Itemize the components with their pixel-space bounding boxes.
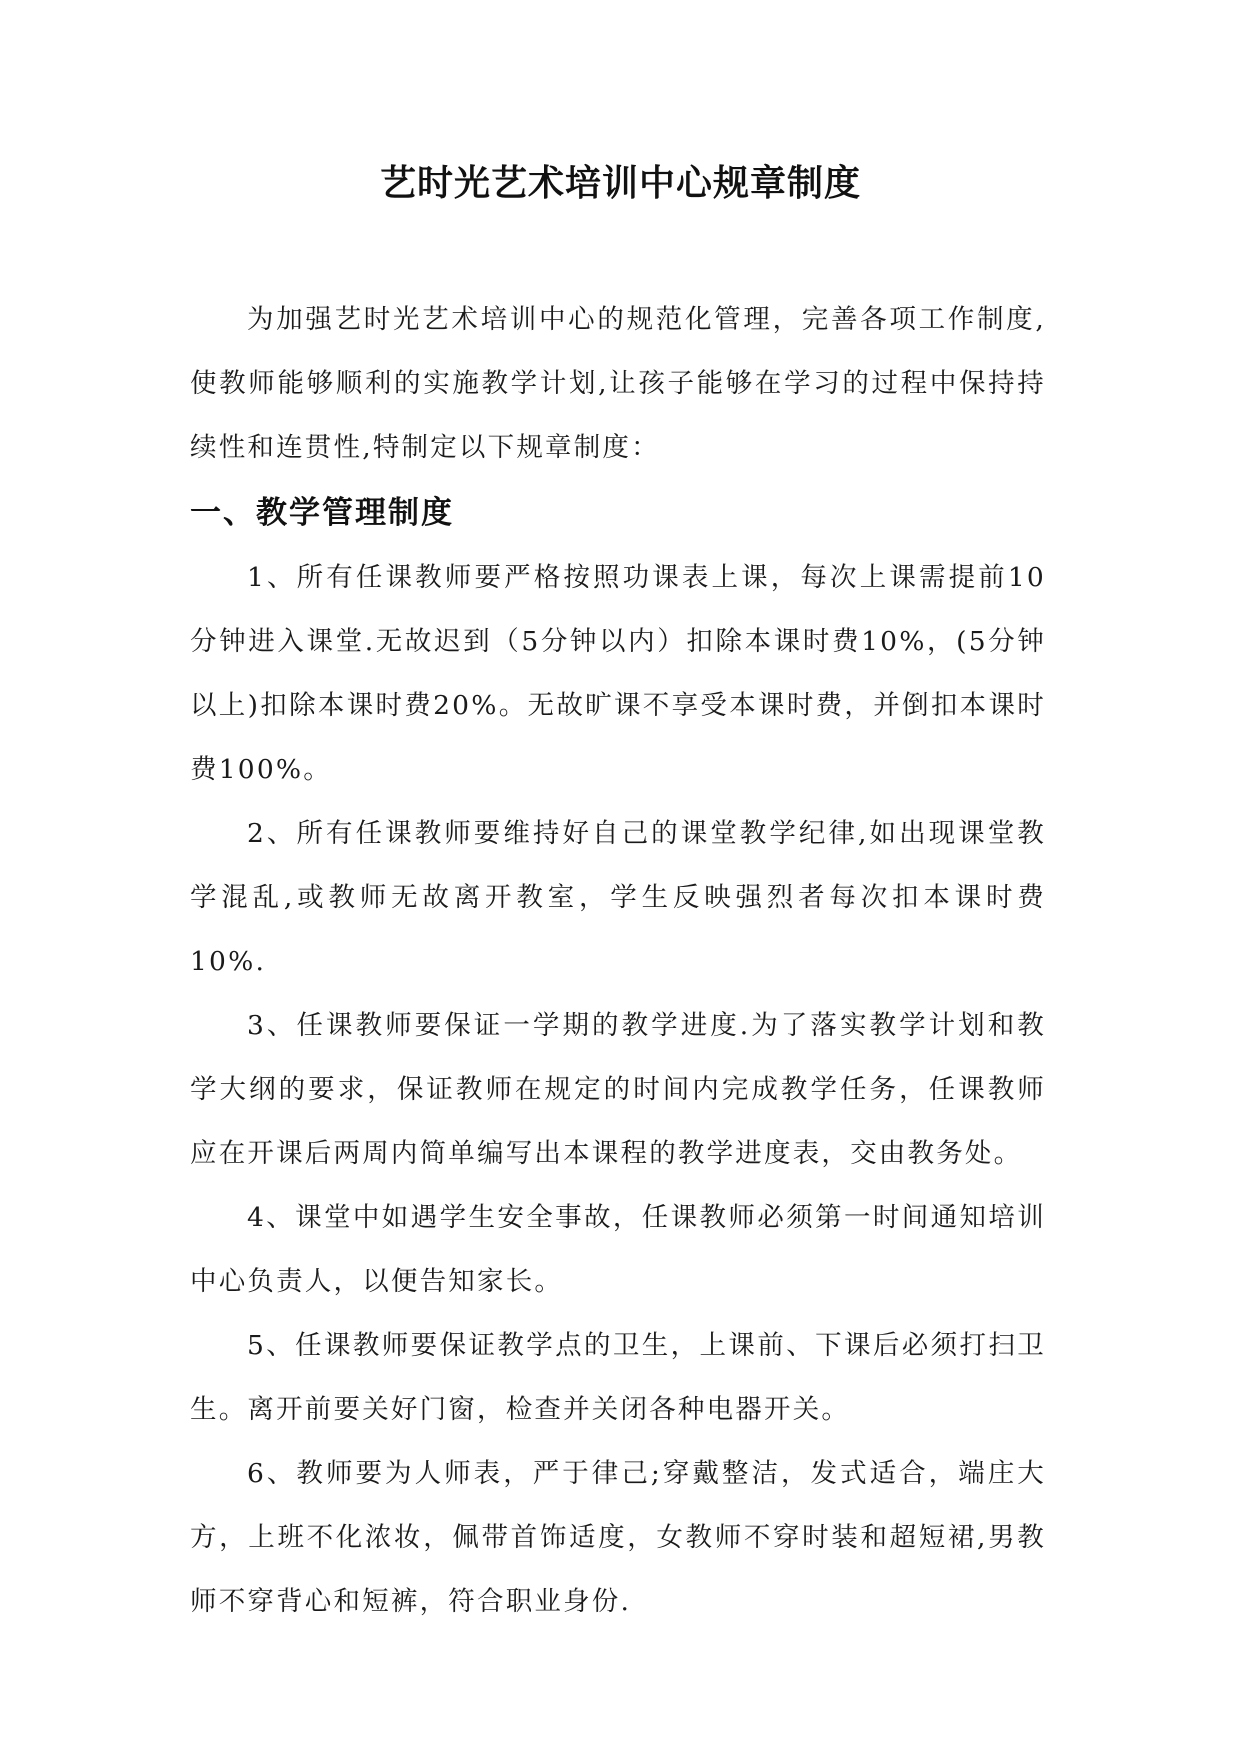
document-title: 艺时光艺术培训中心规章制度 (379, 163, 861, 204)
rule-item-3: 3、任课教师要保证一学期的教学进度.为了落实教学计划和教学大纲的要求，保证教师在规定的时间内完成教学任务，任课教师应在开课后两周内简单编写出本课程的教学进度表，交由教务处。 (190, 1010, 1046, 1169)
document-body (190, 288, 1046, 1634)
rule-item-5: 5、任课教师要保证教学点的卫生，上课前、下课后必须打扫卫生。离开前要关好门窗，检查并关闭各种电器开关。 (190, 1330, 1046, 1425)
rule-item-6: 6、教师要为人师表，严于律己;穿戴整洁，发式适合，端庄大方，上班不化浓妆，佩带首饰适度，女教师不穿时装和超短裙,男教师不穿背心和短裤，符合职业身份. (190, 1458, 1046, 1617)
rule-item-1: 1、所有任课教师要严格按照功课表上课，每次上课需提前10分钟进入课堂.无故迟到（5分钟以内）扣除本课时费10%，(5分钟以上)扣除本课时费20%。无故旷课不享受本课时费，并倒扣本课时费100%。 (190, 562, 1046, 785)
rule-item-4: 4、课堂中如遇学生安全事故，任课教师必须第一时间通知培训中心负责人，以便告知家长。 (190, 1202, 1046, 1297)
rule-item-2: 2、所有任课教师要维持好自己的课堂教学纪律,如出现课堂教学混乱,或教师无故离开教室，学生反映强烈者每次扣本课时费10%. (190, 818, 1046, 977)
section-heading: 一、教学管理制度 (190, 495, 454, 531)
intro-paragraph: 为加强艺时光艺术培训中心的规范化管理，完善各项工作制度,使教师能够顺利的实施教学计划,让孩子能够在学习的过程中保持持续性和连贯性,特制定以下规章制度： (190, 304, 1046, 463)
